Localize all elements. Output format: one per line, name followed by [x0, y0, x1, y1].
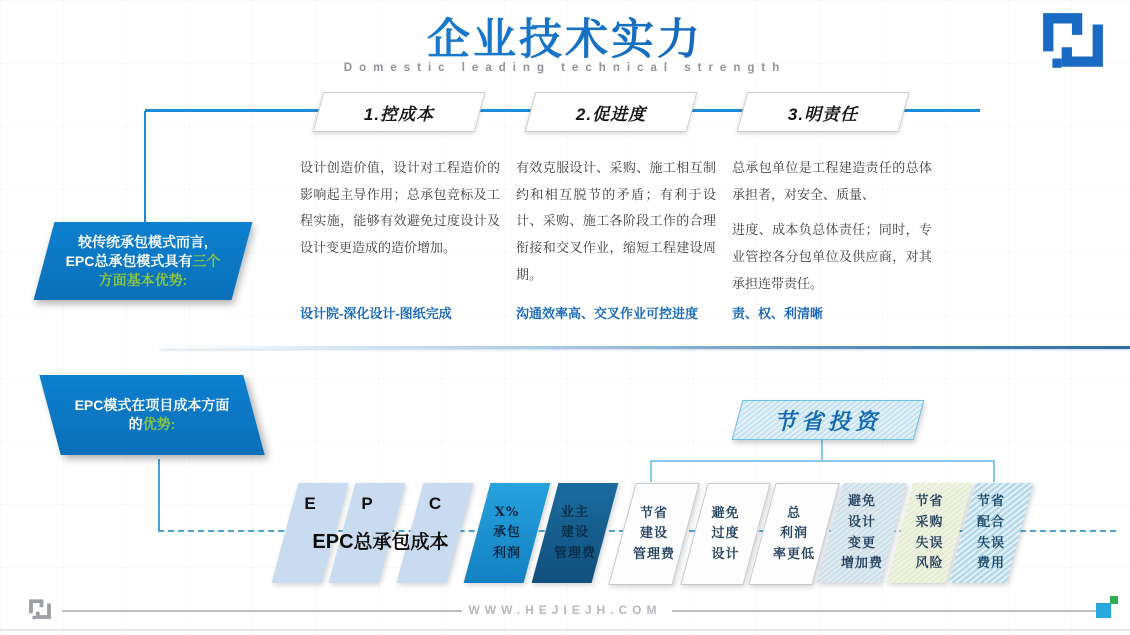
step-1-text: 设计创造价值，设计对工程造价的影响起主导作用；总承包竞标及工程实施，能够有效避免过度设计及设计变更造成的造价增加。 [300, 160, 500, 255]
segment-line: 设计 [847, 514, 876, 530]
segment-line: 增加费 [840, 556, 883, 572]
segment-line: 避免 [711, 505, 740, 521]
segment-line: 避免 [847, 494, 876, 510]
epc-caption [293, 527, 468, 554]
footer-rule-right [672, 610, 1096, 612]
savings-banner-label: 节省投资 [773, 408, 882, 434]
step-header-3 [737, 92, 910, 132]
cost-segment-save-coordination-fee [949, 483, 1034, 583]
cost-connector-vertical [158, 459, 160, 531]
bottom-hairline [0, 629, 1130, 631]
segment-line: 总 [786, 505, 801, 521]
step-header-2 [525, 92, 698, 132]
step-3-text: 总承包单位是工程建造责任的总体承担者，对安全、质量、 [732, 160, 932, 202]
cost-segment-owner-mgmt-fee [532, 483, 619, 583]
bracket-bar [650, 460, 995, 462]
segment-line: 费用 [976, 556, 1005, 572]
intro-callout [34, 222, 253, 300]
step-2-body [516, 155, 716, 288]
epc-caption-cn: 总承包成本 [353, 531, 449, 553]
step-header-1 [313, 92, 486, 132]
section-divider [160, 346, 1130, 349]
page-subtitle: Domestic leading technical strength [343, 62, 787, 74]
brand-square-blue [1096, 603, 1111, 618]
intro-callout-line2-accent: 三个 [192, 252, 221, 269]
bracket-drop-left [650, 460, 652, 482]
epc-letter-p: P [361, 494, 373, 513]
cost-callout [39, 375, 264, 455]
segment-line: 建设 [560, 525, 589, 541]
segment-line: 率更低 [772, 546, 815, 562]
segment-line: 管理费 [632, 546, 675, 562]
segment-line: 承包 [492, 525, 521, 541]
segment-line: 建设 [639, 526, 668, 542]
segment-line: 过度 [711, 526, 740, 542]
segment-line: 失误 [915, 535, 944, 551]
segment-line: 节省 [639, 505, 668, 521]
footer-url: WWW.HEJIEJH.COM [468, 603, 662, 617]
step-header-3-label: 3.明责任 [787, 104, 859, 124]
bracket-stem [821, 437, 823, 461]
epc-letter-c: C [428, 494, 442, 513]
intro-callout-line3-accent: 方面基本优势: [98, 271, 188, 288]
step-2-text: 有效克服设计、采购、施工相互制约和相互脱节的矛盾；有利于设计、采购、施工各阶段工作的合理衔接和交叉作业，缩短工程建设周期。 [516, 160, 716, 282]
step-3-text-2: 进度、成本负总体责任；同时，专业管控各分包单位及供应商，对其承担连带责任。 [732, 222, 932, 291]
brand-square-green [1110, 596, 1118, 604]
intro-callout-line1: 较传统承包模式而言, [78, 233, 208, 250]
segment-line: 管理费 [553, 545, 596, 561]
segment-line: 配合 [976, 514, 1005, 530]
step-header-2-label: 2.促进度 [575, 104, 647, 124]
segment-line: 变更 [847, 535, 876, 551]
cost-callout-line2-accent: 优势: [142, 416, 176, 432]
segment-line: 风险 [915, 556, 944, 572]
step-1-body [300, 155, 500, 262]
epc-letter-e: E [304, 494, 316, 513]
cost-callout-line1: EPC模式在项目成本方面 [74, 397, 230, 413]
bracket-drop-right [993, 460, 995, 482]
company-logo-icon [1040, 10, 1106, 72]
segment-line: 利润 [779, 526, 808, 542]
segment-line: 失误 [976, 535, 1005, 551]
cost-callout-line2: 的 [128, 416, 143, 432]
savings-banner [732, 400, 925, 440]
step-1-highlight: 设计院-深化设计-图纸完成 [300, 306, 452, 321]
step-3-highlight: 责、权、利清晰 [732, 306, 824, 321]
segment-line: 设计 [711, 546, 740, 562]
segment-line: X% [494, 504, 520, 520]
segment-line: 节省 [915, 494, 944, 510]
epc-caption-en: EPC [312, 531, 354, 553]
intro-callout-line2: EPC总承包模式具有 [65, 252, 193, 269]
step-2-highlight: 沟通效率高、交叉作业可控进度 [516, 306, 699, 321]
segment-line: 利润 [492, 545, 521, 561]
flow-line-vertical [144, 111, 146, 223]
segment-line: 采购 [915, 514, 944, 530]
step-header-1-label: 1.控成本 [363, 104, 435, 124]
segment-line: 业主 [560, 504, 589, 520]
page-title: 企业技术实力 [0, 6, 1130, 67]
segment-line: 节省 [976, 494, 1005, 510]
step-3-body [732, 155, 932, 297]
